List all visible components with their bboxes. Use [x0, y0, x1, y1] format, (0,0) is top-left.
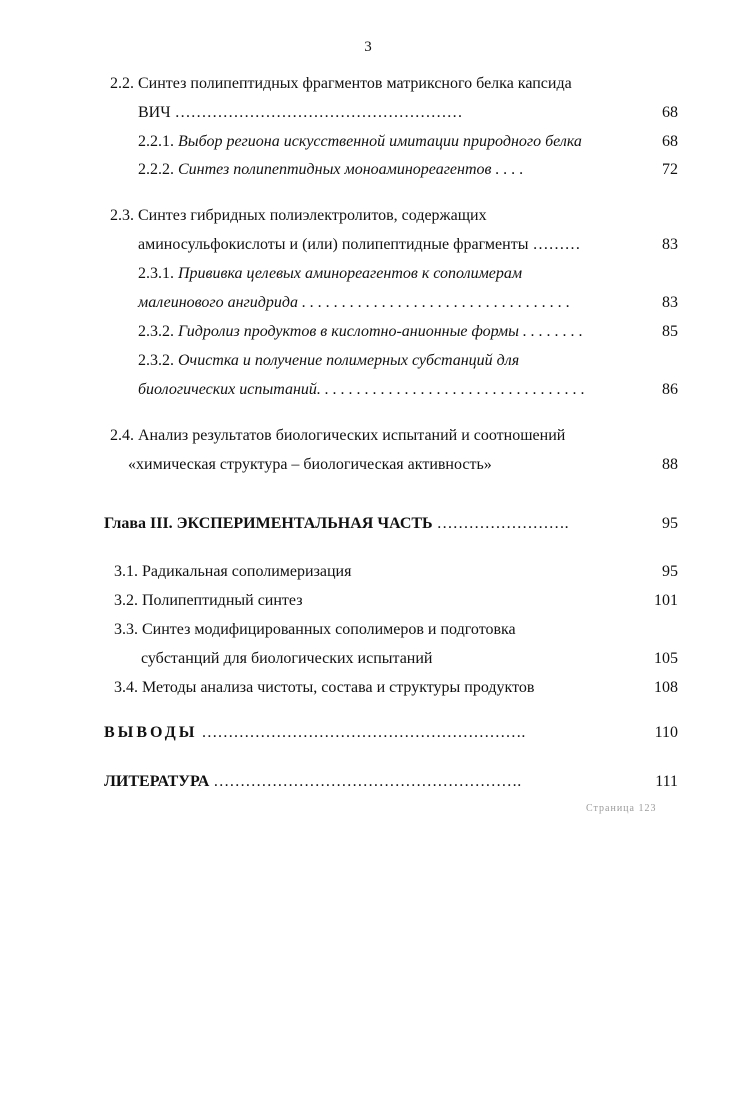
- toc-2-3-2b-number: 2.3.2.: [138, 352, 174, 369]
- toc-conclusions-dots: …………………………………………………….: [201, 724, 526, 741]
- toc-3-3-title-line1: 3.3. Синтез модифицированных сополимеров и подготовка: [114, 621, 516, 638]
- toc-chapter-3-dots: …………………….: [436, 515, 569, 532]
- toc-literature-title: ЛИТЕРАТУРА: [104, 773, 210, 790]
- toc-2-3-2b-title-line2: биологических испытаний. . . . . . . . . . . . . . . . . . . . . . . . . . . . . . . . . .: [138, 381, 585, 398]
- toc-2-4-title-line2: «химическая структура – биологическая активность»: [128, 456, 492, 473]
- toc-2-2-1-number: 2.2.1.: [138, 133, 174, 150]
- toc-chapter-3: [104, 516, 569, 532]
- toc-2-2-title-line2: ВИЧ ………………………………………………: [138, 104, 463, 121]
- toc-3-2-page: 101: [654, 592, 678, 609]
- toc-2-3-1-line1: [138, 266, 522, 282]
- toc-2-3-page: 83: [662, 236, 678, 253]
- toc-2-3-1-title-line1: Прививка целевых аминореагентов к сополимерам: [178, 265, 523, 282]
- toc-2-2-2-number: 2.2.2.: [138, 161, 174, 178]
- toc-conclusions-page: 110: [654, 724, 678, 741]
- toc-2-2-1-page: 68: [662, 133, 678, 150]
- toc-2-2-2: [138, 162, 523, 178]
- toc-2-3-2a-title: Гидролиз продуктов в кислотно-анионные формы . . . . . . . .: [178, 323, 583, 340]
- toc-2-2-2-page: 72: [662, 161, 678, 178]
- toc-2-3-1-title-line2: малеинового ангидрида . . . . . . . . . . . . . . . . . . . . . . . . . . . . . . . . . .: [138, 294, 570, 311]
- toc-2-2-page: 68: [662, 104, 678, 121]
- toc-2-3-2b-line1: [138, 353, 519, 369]
- toc-2-3-2b-title-line1: Очистка и получение полимерных субстанций для: [178, 352, 520, 369]
- toc-3-2-title: 3.2. Полипептидный синтез: [114, 592, 303, 609]
- toc-2-2-1: [138, 134, 582, 150]
- toc-2-2-1-title: Выбор региона искусственной имитации природного белка: [178, 133, 582, 150]
- toc-2-3-1-page: 83: [662, 294, 678, 311]
- toc-literature: [104, 774, 521, 790]
- toc-3-3-title-line2: субстанций для биологических испытаний: [141, 650, 433, 667]
- toc-2-3-title-line2: аминосульфокислоты и (или) полипептидные фрагменты ………: [138, 236, 581, 253]
- toc-conclusions: [104, 725, 525, 741]
- toc-2-3-2a-number: 2.3.2.: [138, 323, 174, 340]
- toc-3-3-page: 105: [654, 650, 678, 667]
- toc-2-3-2b-page: 86: [662, 381, 678, 398]
- toc-3-4-page: 108: [654, 679, 678, 696]
- toc-2-2-title-line1: 2.2. Синтез полипептидных фрагментов матриксного белка капсида: [110, 75, 572, 92]
- toc-3-1-title: 3.1. Радикальная сополимеризация: [114, 563, 352, 580]
- toc-2-3-title-line1: 2.3. Синтез гибридных полиэлектролитов, содержащих: [110, 207, 487, 224]
- toc-chapter-3-title: Глава III. ЭКСПЕРИМЕНТАЛЬНАЯ ЧАСТЬ: [104, 515, 433, 532]
- toc-2-4-page: 88: [662, 456, 678, 473]
- toc-literature-dots: ………………………………………………….: [213, 773, 522, 790]
- toc-2-4-title-line1: 2.4. Анализ результатов биологических испытаний и соотношений: [110, 427, 566, 444]
- toc-chapter-3-page: 95: [662, 515, 678, 532]
- toc-2-2-2-title: Синтез полипептидных моноаминореагентов . . . .: [178, 161, 524, 178]
- toc-literature-page: 111: [655, 773, 678, 790]
- toc-conclusions-title: ВЫВОДЫ: [104, 724, 198, 741]
- toc-2-3-2a-page: 85: [662, 323, 678, 340]
- toc-2-3-1-number: 2.3.1.: [138, 265, 174, 282]
- toc-3-4-title: 3.4. Методы анализа чистоты, состава и структуры продуктов: [114, 679, 535, 696]
- page-stamp: Страница 123: [586, 803, 657, 814]
- toc-3-1-page: 95: [662, 563, 678, 580]
- page-number: 3: [364, 39, 372, 55]
- toc-2-3-2a: [138, 324, 583, 340]
